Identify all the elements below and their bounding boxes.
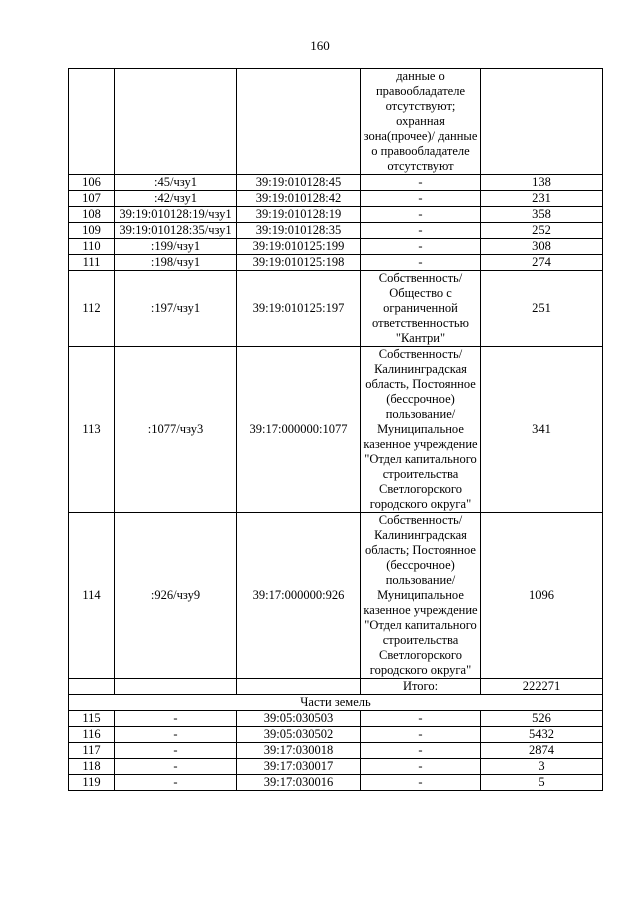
- table-row: [69, 223, 603, 239]
- rights-cell: -: [361, 711, 481, 727]
- table-row: [69, 191, 603, 207]
- cadastral-number-cell: 39:19:010125:198: [237, 255, 361, 271]
- rights-cell: -: [361, 255, 481, 271]
- row-number-cell: 112: [69, 271, 115, 347]
- table-row: [69, 271, 603, 347]
- row-number-cell: 119: [69, 775, 115, 791]
- plot-number-cell: -: [115, 711, 237, 727]
- cadastral-number-cell: 39:19:010128:19: [237, 207, 361, 223]
- total-label: Итого:: [361, 679, 481, 695]
- cadastral-number-cell: 39:19:010125:199: [237, 239, 361, 255]
- row-number-cell: 116: [69, 727, 115, 743]
- rights-cell: -: [361, 239, 481, 255]
- rights-cell: -: [361, 207, 481, 223]
- table-row: [69, 759, 603, 775]
- total-row: [69, 679, 603, 695]
- row-number-cell: 114: [69, 513, 115, 679]
- table-row: [69, 711, 603, 727]
- plot-number-cell: -: [115, 727, 237, 743]
- plot-number-cell: :199/чзу1: [115, 239, 237, 255]
- table-row: [69, 727, 603, 743]
- area-cell: 1096: [481, 513, 603, 679]
- cadastral-number-cell: 39:17:030016: [237, 775, 361, 791]
- area-cell: 138: [481, 175, 603, 191]
- table-row: [69, 255, 603, 271]
- table-row: [69, 175, 603, 191]
- plot-number-cell: :197/чзу1: [115, 271, 237, 347]
- area-cell: 526: [481, 711, 603, 727]
- row-number-cell: 113: [69, 347, 115, 513]
- rights-cell: -: [361, 223, 481, 239]
- plot-number-cell: :45/чзу1: [115, 175, 237, 191]
- rights-cell: -: [361, 775, 481, 791]
- plot-number-cell: :42/чзу1: [115, 191, 237, 207]
- table-row: [69, 775, 603, 791]
- plot-number-cell: :1077/чзу3: [115, 347, 237, 513]
- row-number-cell: 111: [69, 255, 115, 271]
- area-cell: 5432: [481, 727, 603, 743]
- cadastral-number-cell: 39:17:030017: [237, 759, 361, 775]
- rights-cell: Собственность/ Калининградская область, Постоянное (бессрочное) пользование/ Муниципальное казенное учреждение "Отдел капитального строительства Светлогорского городского округа": [361, 347, 481, 513]
- area-cell: 2874: [481, 743, 603, 759]
- rights-cell: -: [361, 759, 481, 775]
- area-cell: 308: [481, 239, 603, 255]
- area-cell: 341: [481, 347, 603, 513]
- area-cell: 358: [481, 207, 603, 223]
- cadastral-number-cell: 39:19:010128:45: [237, 175, 361, 191]
- cadastral-number-cell: 39:19:010125:197: [237, 271, 361, 347]
- land-plots-table: [68, 68, 603, 791]
- row-number-cell: 106: [69, 175, 115, 191]
- row-number-cell: 117: [69, 743, 115, 759]
- row-number-cell: 109: [69, 223, 115, 239]
- row-number-cell: 108: [69, 207, 115, 223]
- plot-number-cell: -: [115, 743, 237, 759]
- plot-number-cell: :926/чзу9: [115, 513, 237, 679]
- cadastral-number-cell: 39:19:010128:42: [237, 191, 361, 207]
- rights-cell: -: [361, 175, 481, 191]
- cadastral-number-cell: 39:05:030502: [237, 727, 361, 743]
- rights-cell: Собственность/ Калининградская область; Постоянное (бессрочное) пользование/ Муниципальное казенное учреждение "Отдел капитального строительства Светлогорского городского округа": [361, 513, 481, 679]
- plot-number-cell: 39:19:010128:35/чзу1: [115, 223, 237, 239]
- row-number-cell: 110: [69, 239, 115, 255]
- section-header-row: [69, 695, 603, 711]
- cadastral-number-cell: 39:17:030018: [237, 743, 361, 759]
- row-number-cell: 115: [69, 711, 115, 727]
- table-row: [69, 347, 603, 513]
- table-row: [69, 513, 603, 679]
- cadastral-number-cell: 39:17:000000:926: [237, 513, 361, 679]
- area-cell: 274: [481, 255, 603, 271]
- cadastral-number-cell: 39:05:030503: [237, 711, 361, 727]
- rights-cell: -: [361, 743, 481, 759]
- plot-number-cell: -: [115, 759, 237, 775]
- row-number-cell: 107: [69, 191, 115, 207]
- area-cell: 231: [481, 191, 603, 207]
- table-row: [69, 743, 603, 759]
- section-title: Части земель: [69, 695, 603, 711]
- row-number-cell: 118: [69, 759, 115, 775]
- table-row: [69, 239, 603, 255]
- plot-number-cell: :198/чзу1: [115, 255, 237, 271]
- cadastral-number-cell: 39:17:000000:1077: [237, 347, 361, 513]
- page-number: 160: [310, 38, 330, 53]
- area-cell: 251: [481, 271, 603, 347]
- plot-number-cell: -: [115, 775, 237, 791]
- rights-cell: -: [361, 191, 481, 207]
- area-cell: 3: [481, 759, 603, 775]
- rights-cell: Собственность/ Общество с ограниченной ответственностью "Кантри": [361, 271, 481, 347]
- table-row-continuation: [69, 69, 603, 175]
- area-cell: 252: [481, 223, 603, 239]
- plot-number-cell: 39:19:010128:19/чзу1: [115, 207, 237, 223]
- rights-cell: данные о правообладателе отсутствуют; охранная зона(прочее)/ данные о правообладателе отсутствуют: [361, 69, 481, 175]
- table-row: [69, 207, 603, 223]
- rights-cell: -: [361, 727, 481, 743]
- area-cell: 5: [481, 775, 603, 791]
- total-value: 222271: [481, 679, 603, 695]
- cadastral-number-cell: 39:19:010128:35: [237, 223, 361, 239]
